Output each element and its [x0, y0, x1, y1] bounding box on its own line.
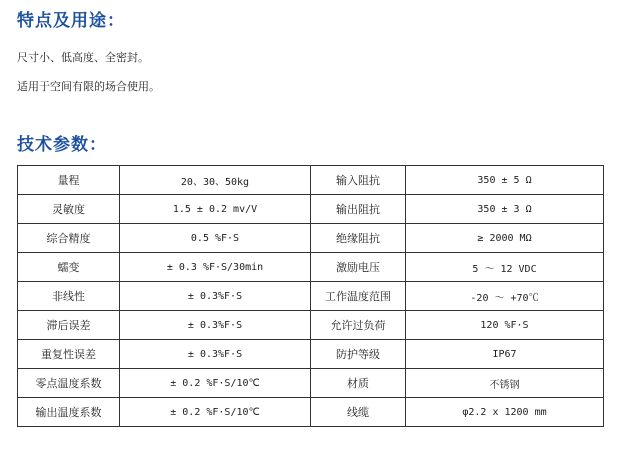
table-row: [18, 224, 604, 253]
spec-value: IP67: [406, 340, 604, 369]
spec-label: 工作温度范围: [311, 282, 406, 311]
table-row: [18, 166, 604, 195]
spec-value: 5 ～ 12 VDC: [406, 253, 604, 282]
table-row: [18, 195, 604, 224]
spec-value: 350 ± 3 Ω: [406, 195, 604, 224]
specs-heading: 技术参数：: [17, 135, 107, 155]
spec-value: ± 0.3%F·S: [120, 311, 311, 340]
spec-value: 120 %F·S: [406, 311, 604, 340]
spec-table: [17, 165, 604, 427]
table-row: [18, 282, 604, 311]
spec-label: 灵敏度: [18, 195, 120, 224]
feature-line: 尺寸小、低高度、全密封。: [17, 51, 149, 64]
table-row: [18, 253, 604, 282]
spec-label: 材质: [311, 369, 406, 398]
spec-label: 综合精度: [18, 224, 120, 253]
spec-value: 1.5 ± 0.2 mv/V: [120, 195, 311, 224]
spec-label: 蠕变: [18, 253, 120, 282]
spec-label: 滞后误差: [18, 311, 120, 340]
table-row: [18, 340, 604, 369]
spec-value: -20 ～ +70℃: [406, 282, 604, 311]
spec-value: ± 0.3%F·S: [120, 340, 311, 369]
spec-label: 允许过负荷: [311, 311, 406, 340]
spec-label: 量程: [18, 166, 120, 195]
spec-value: ± 0.2 %F·S/10℃: [120, 369, 311, 398]
spec-label: 非线性: [18, 282, 120, 311]
spec-value: 350 ± 5 Ω: [406, 166, 604, 195]
table-row: [18, 369, 604, 398]
spec-value: 20、30、50kg: [120, 166, 311, 195]
table-row: [18, 398, 604, 427]
spec-value: 0.5 %F·S: [120, 224, 311, 253]
spec-label: 重复性误差: [18, 340, 120, 369]
spec-label: 激励电压: [311, 253, 406, 282]
spec-value: φ2.2 x 1200 mm: [406, 398, 604, 427]
spec-label: 输入阻抗: [311, 166, 406, 195]
spec-value: 不锈钢: [406, 369, 604, 398]
spec-label: 零点温度系数: [18, 369, 120, 398]
spec-value: ± 0.3%F·S: [120, 282, 311, 311]
spec-label: 绝缘阻抗: [311, 224, 406, 253]
spec-value: ± 0.3 %F·S/30min: [120, 253, 311, 282]
spec-label: 输出温度系数: [18, 398, 120, 427]
spec-value: ≥ 2000 MΩ: [406, 224, 604, 253]
feature-line: 适用于空间有限的场合使用。: [17, 80, 160, 93]
table-row: [18, 311, 604, 340]
spec-label: 线缆: [311, 398, 406, 427]
spec-label: 防护等级: [311, 340, 406, 369]
features-heading: 特点及用途：: [17, 11, 125, 31]
spec-label: 输出阻抗: [311, 195, 406, 224]
spec-value: ± 0.2 %F·S/10℃: [120, 398, 311, 427]
